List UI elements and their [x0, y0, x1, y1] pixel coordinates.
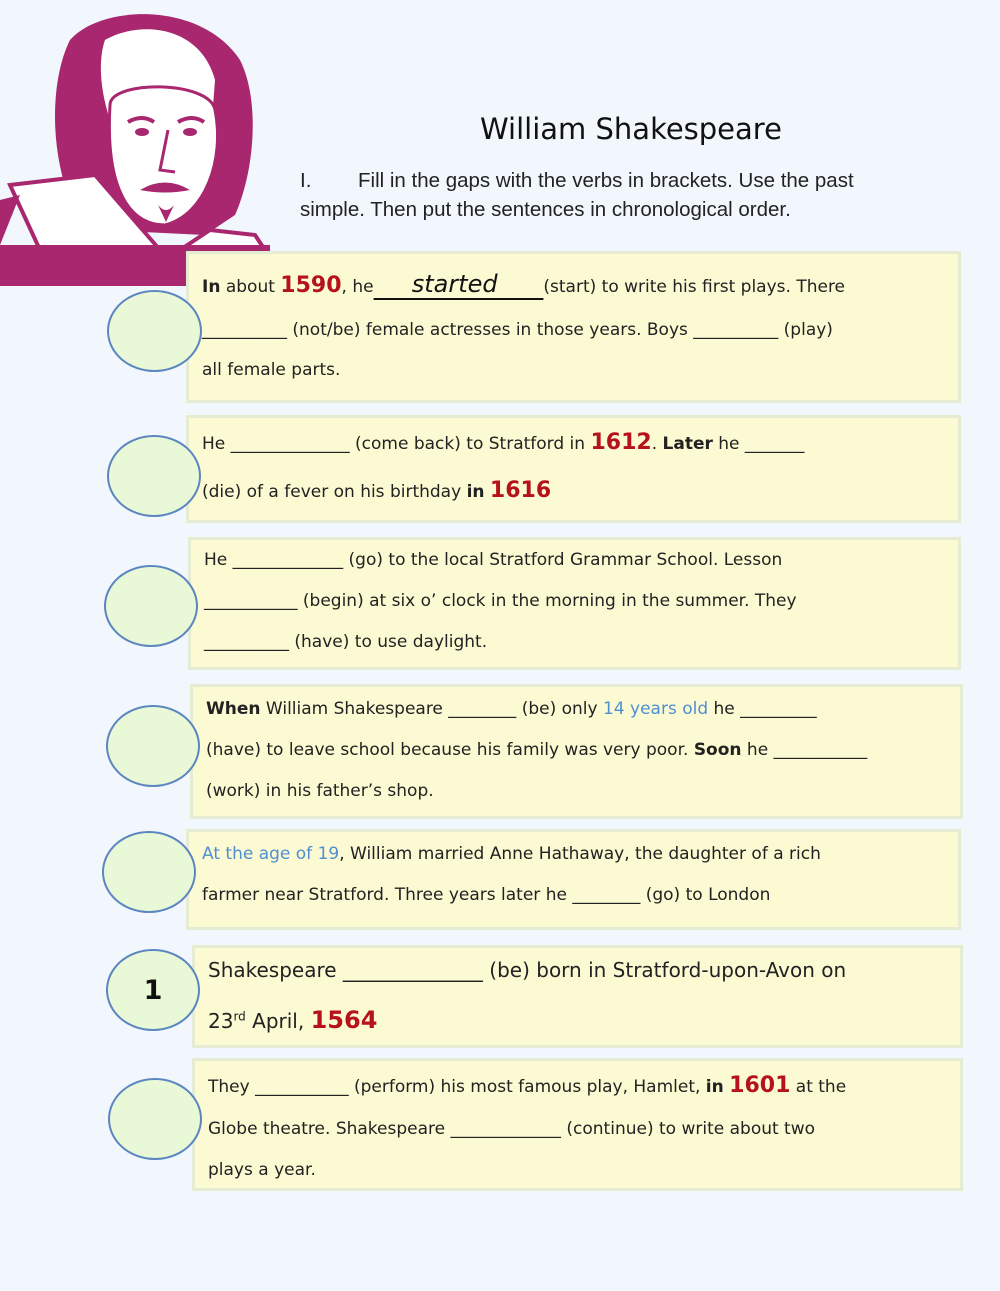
sentence-box-1: In about 1590, he started (start) to write his first plays. There __________ (not/be) female actresses in those years. Boys __________ (play) all female parts. — [186, 251, 961, 403]
order-circle-1[interactable] — [107, 290, 202, 372]
sentence-box-4: When William Shakespeare ________ (be) only 14 years old he _________ (have) to leave school because his family was very poor. Soon he ___________ (work) in his father’s shop. — [190, 684, 963, 819]
order-circle-6[interactable]: 1 — [106, 949, 200, 1031]
instruction-text-2: simple. Then put the sentences in chronological order. — [300, 198, 791, 221]
sentence-box-3: He _____________ (go) to the local Stratford Grammar School. Lesson ___________ (begin) at six o’ clock in the morning in the summer. They __________ (have) to use daylight. — [188, 537, 961, 670]
order-circle-5[interactable] — [102, 831, 196, 913]
sentence-box-5: At the age of 19, William married Anne Hathaway, the daughter of a rich farmer near Stratford. Three years later he ________ (go) to London — [186, 829, 961, 930]
order-circle-3[interactable] — [104, 565, 198, 647]
shakespeare-portrait-icon — [0, 0, 270, 286]
page-title: William Shakespeare — [480, 112, 782, 146]
sentence-box-7: They ___________ (perform) his most famous play, Hamlet, in 1601 at the Globe theatre. Shakespeare _____________ (continue) to write about two plays a year. — [192, 1058, 963, 1191]
order-circle-4[interactable] — [106, 705, 200, 787]
answer-input[interactable]: started — [373, 270, 544, 298]
instruction-number: I. — [300, 169, 312, 192]
order-circle-7[interactable] — [108, 1078, 202, 1160]
instruction — [300, 166, 940, 224]
sentence-box-2: He ______________ (come back) to Stratford in 1612. Later he _______ (die) of a fever on his birthday in 1616 — [186, 415, 961, 523]
order-circle-2[interactable] — [107, 435, 201, 517]
sentence-box-6: Shakespeare ______________ (be) born in Stratford-upon-Avon on 23rd April, 1564 — [192, 945, 963, 1048]
instruction-text: Fill in the gaps with the verbs in brackets. Use the past — [358, 169, 854, 192]
